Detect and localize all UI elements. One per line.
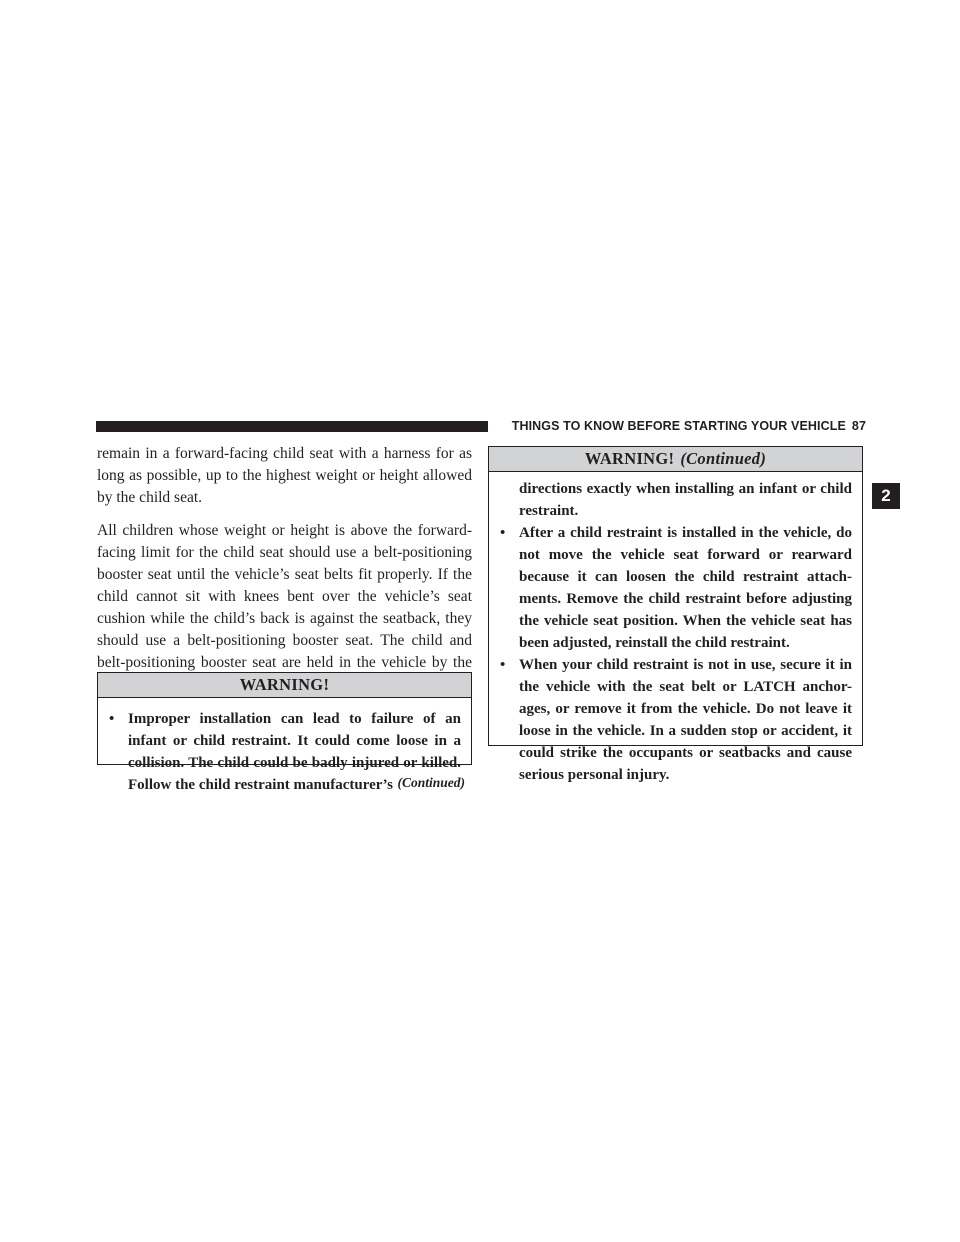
warning-item-text: Improper installation can lead to failure of an infant or child restraint. It could come loose in a collision. The child could be badly injured or killed. Follow the child restraint manufacturer’s bbox=[128, 711, 461, 793]
page-number: 87 bbox=[851, 419, 866, 433]
warning-title-continued: (Continued) bbox=[680, 449, 767, 468]
body-text-column bbox=[97, 443, 472, 707]
warning-continuation-text: directions exactly when installing an infant or child restraint. bbox=[519, 481, 852, 519]
bullet-icon: • bbox=[109, 711, 115, 727]
continued-note: (Continued) bbox=[397, 775, 465, 790]
bullet-icon: • bbox=[500, 525, 506, 541]
chapter-tab: 2 bbox=[872, 483, 900, 509]
body-paragraph: remain in a forward-facing child seat with a harness for as long as possible, up to the highest weight or height allowed by the child seat. bbox=[97, 445, 472, 506]
warning-title-text: WARNING! bbox=[584, 449, 675, 468]
body-paragraph: All children whose weight or height is above the forward-facing limit for the child seat should use a belt-positioning booster seat until the vehicle’s seat belts fit properly. If the child cannot sit with knees bent over the vehicle’s seat cushion while the child’s back is against the seatback, they should use a belt-positioning booster seat. The child and belt-positioning booster seat are held in the vehicle by the bbox=[97, 522, 472, 671]
page-header bbox=[500, 418, 866, 435]
section-title: THINGS TO KNOW BEFORE STARTING YOUR VEHICLE bbox=[511, 419, 846, 433]
warning-title-text: WARNING! bbox=[239, 675, 330, 694]
warning-item-text: After a child restraint is installed in the vehicle, do not move the vehicle seat forward or rearward because it can loosen the child restraint attach-ments. Remove the child restraint before adjusting the vehicle seat position. When the vehicle seat has been adjusted, reinstall the child restraint. bbox=[519, 525, 852, 651]
header-rule bbox=[96, 421, 488, 432]
warning-item-text: When your child restraint is not in use, secure it in the vehicle with the seat belt or LATCH anchor-ages, or remove it from the vehicle. Do not leave it loose in the vehicle. In a sudden stop or accident, it could strike the occupants or seatbacks and cause serious personal injury. bbox=[519, 657, 852, 783]
warning-list bbox=[489, 472, 862, 786]
bullet-icon: • bbox=[500, 657, 506, 673]
warning-item bbox=[500, 522, 852, 654]
warning-title bbox=[98, 673, 471, 698]
warning-item bbox=[500, 654, 852, 786]
warning-title bbox=[489, 447, 862, 472]
warning-box-continued bbox=[488, 446, 863, 783]
